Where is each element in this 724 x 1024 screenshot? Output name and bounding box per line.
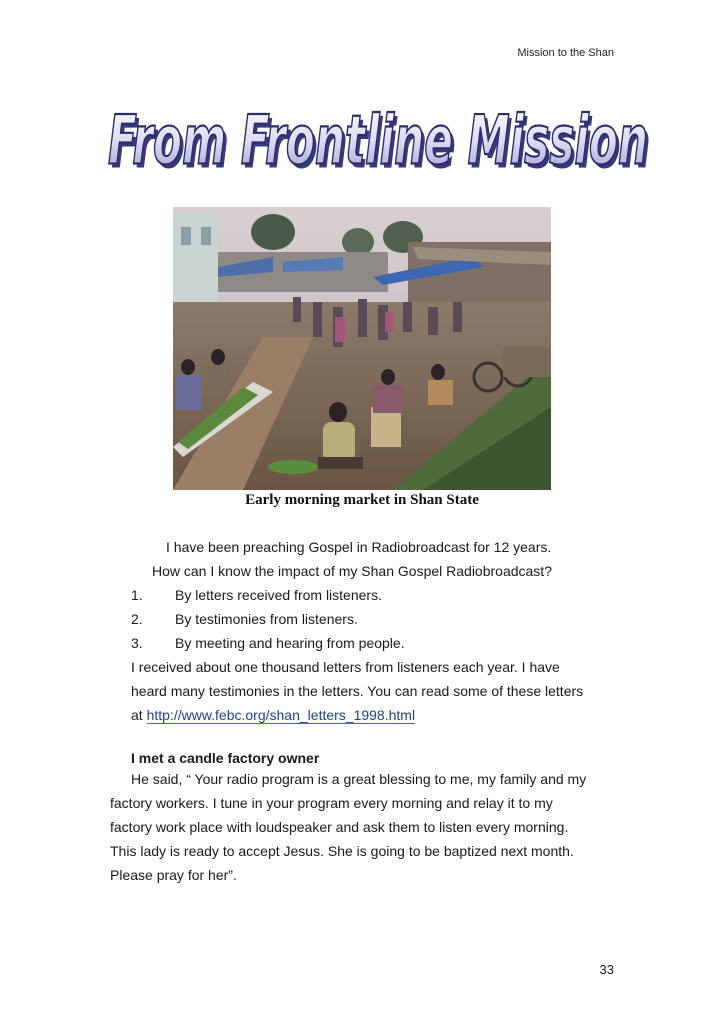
- letters-link[interactable]: http://www.febc.org/shan_letters_1998.html: [146, 707, 416, 723]
- list-item: [131, 586, 382, 604]
- running-header: Mission to the Shan: [517, 47, 614, 59]
- title-text: From Frontline Mission: [108, 102, 649, 172]
- letters-prefix: at: [131, 707, 143, 723]
- list-item: [131, 634, 405, 652]
- photo-caption: Early morning market in Shan State: [245, 492, 479, 508]
- list-item: [131, 610, 358, 628]
- section-line-1: He said, “ Your radio program is a great blessing to me, my family and my: [131, 771, 587, 787]
- page-title: [98, 82, 658, 172]
- page-number: 33: [599, 962, 614, 977]
- section-heading: I met a candle factory owner: [131, 750, 320, 766]
- title-shadow: From Frontline Mission: [110, 106, 651, 172]
- list-number: 2.: [131, 611, 143, 627]
- letters-line-2: heard many testimonies in the letters. You can read some of these letters: [131, 683, 584, 699]
- letters-line-3: [131, 706, 415, 724]
- list-text: By letters received from listeners.: [175, 587, 382, 603]
- market-photo: [173, 207, 551, 490]
- list-number: 3.: [131, 635, 143, 651]
- list-text: By testimonies from listeners.: [175, 611, 358, 627]
- list-text: By meeting and hearing from people.: [175, 635, 405, 651]
- intro-line-1: I have been preaching Gospel in Radiobroadcast for 12 years.: [166, 539, 552, 555]
- section-line-3: factory work place with loudspeaker and ask them to listen every morning.: [110, 819, 569, 835]
- letters-line-1: I received about one thousand letters from listeners each year. I have: [131, 659, 560, 675]
- section-line-2: factory workers. I tune in your program every morning and relay it to my: [110, 795, 553, 811]
- section-line-5: Please pray for her”.: [110, 867, 237, 883]
- intro-line-2: How can I know the impact of my Shan Gospel Radiobroadcast?: [152, 563, 552, 579]
- list-number: 1.: [131, 587, 143, 603]
- section-line-4: This lady is ready to accept Jesus. She is going to be baptized next month.: [110, 843, 574, 859]
